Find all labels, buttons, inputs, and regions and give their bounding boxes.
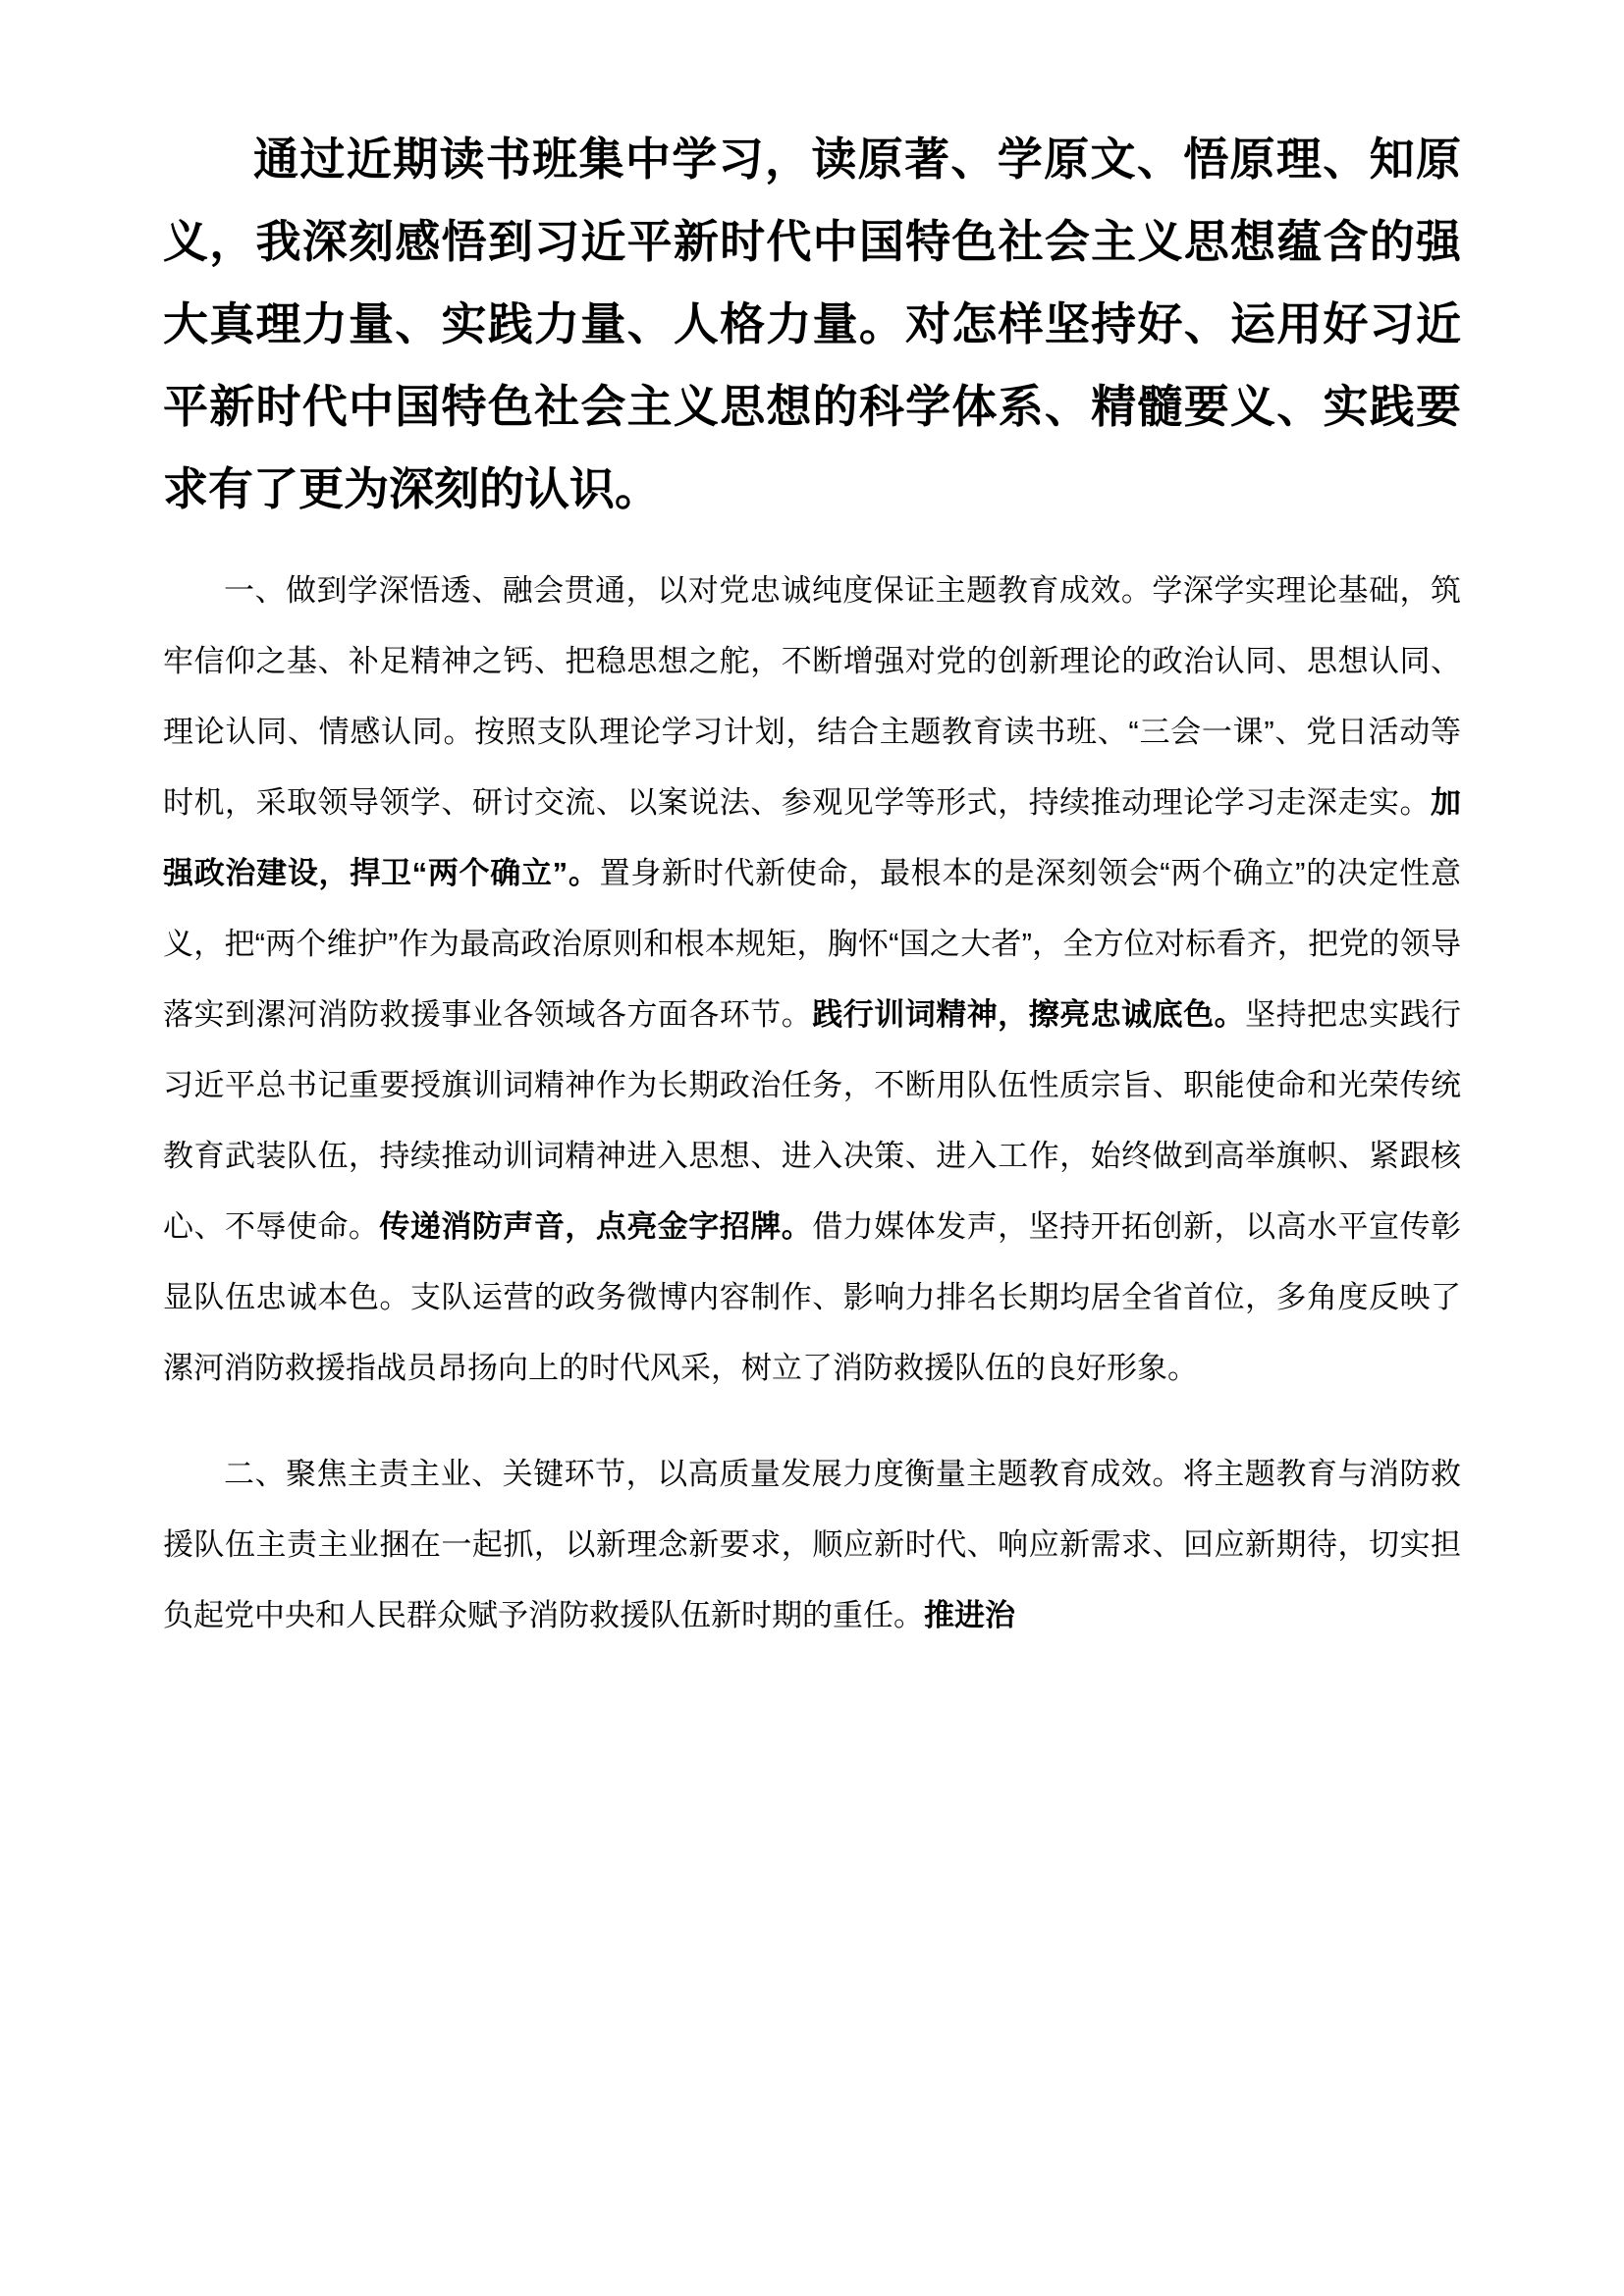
body-paragraph-section-one bbox=[163, 556, 1461, 1404]
text-run: 一、做到学深悟透、融会贯通，以对党忠诚纯度保证主题教育成效。学深学实理论基础，筑牢信仰之基、补足精神之钙、把稳思想之舵，不断增强对党的创新理论的政治认同、思想认同、理论认同、情感认同。按照支队理论学习计划，结合主题教育读书班、“三会一课”、党日活动等时机，采取领导领学、研讨交流、以案说法、参观见学等形式，持续推动理论学习走深走实。 bbox=[163, 573, 1461, 820]
text-run: 坚持把忠实践行习近平总书记重要授旗训词精神作为长期政治任务，不断用队伍性质宗旨、职能使命和光荣传统教育武装队伍，持续推动训词精神进入思想、进入决策、进入工作，始终做到高举旗帜、紧跟核心、不辱使命。 bbox=[163, 997, 1462, 1244]
emphasis-run: 践行训词精神，擦亮忠诚底色。 bbox=[812, 997, 1246, 1032]
body-paragraph-section-two bbox=[163, 1439, 1461, 1651]
emphasis-run: 推进治 bbox=[924, 1598, 1015, 1632]
text-run: 借力媒体发声，坚持开拓创新，以高水平宣传彰显队伍忠诚本色。支队运营的政务微博内容制作、影响力排名长期均居全省首位，多角度反映了漯河消防救援指战员昂扬向上的时代风采，树立了消防救援队伍的良好形象。 bbox=[163, 1209, 1462, 1385]
text-run: 二、聚焦主责主业、关键环节，以高质量发展力度衡量主题教育成效。将主题教育与消防救援队伍主责主业捆在一起抓，以新理念新要求，顺应新时代、响应新需求、回应新期待，切实担负起党中央和人民群众赋予消防救援队伍新时期的重任。 bbox=[163, 1457, 1461, 1632]
document-content bbox=[163, 118, 1461, 1651]
emphasis-run: 加强政治建设，捍卫“两个确立”。 bbox=[163, 785, 1461, 890]
lead-paragraph: 通过近期读书班集中学习，读原著、学原文、悟原理、知原义，我深刻感悟到习近平新时代中国特色社会主义思想蕴含的强大真理力量、实践力量、人格力量。对怎样坚持好、运用好习近平新时代中国特色社会主义思想的科学体系、精髓要义、实践要求有了更为深刻的认识。 bbox=[163, 133, 1461, 514]
emphasis-run: 传递消防声音，点亮金字招牌。 bbox=[379, 1209, 813, 1244]
text-run: 置身新时代新使命，最根本的是深刻领会“两个确立”的决定性意义，把“两个维护”作为最高政治原则和根本规矩，胸怀“国之大者”，全方位对标看齐，把党的领导落实到漯河消防救援事业各领域各方面各环节。 bbox=[163, 856, 1461, 1032]
